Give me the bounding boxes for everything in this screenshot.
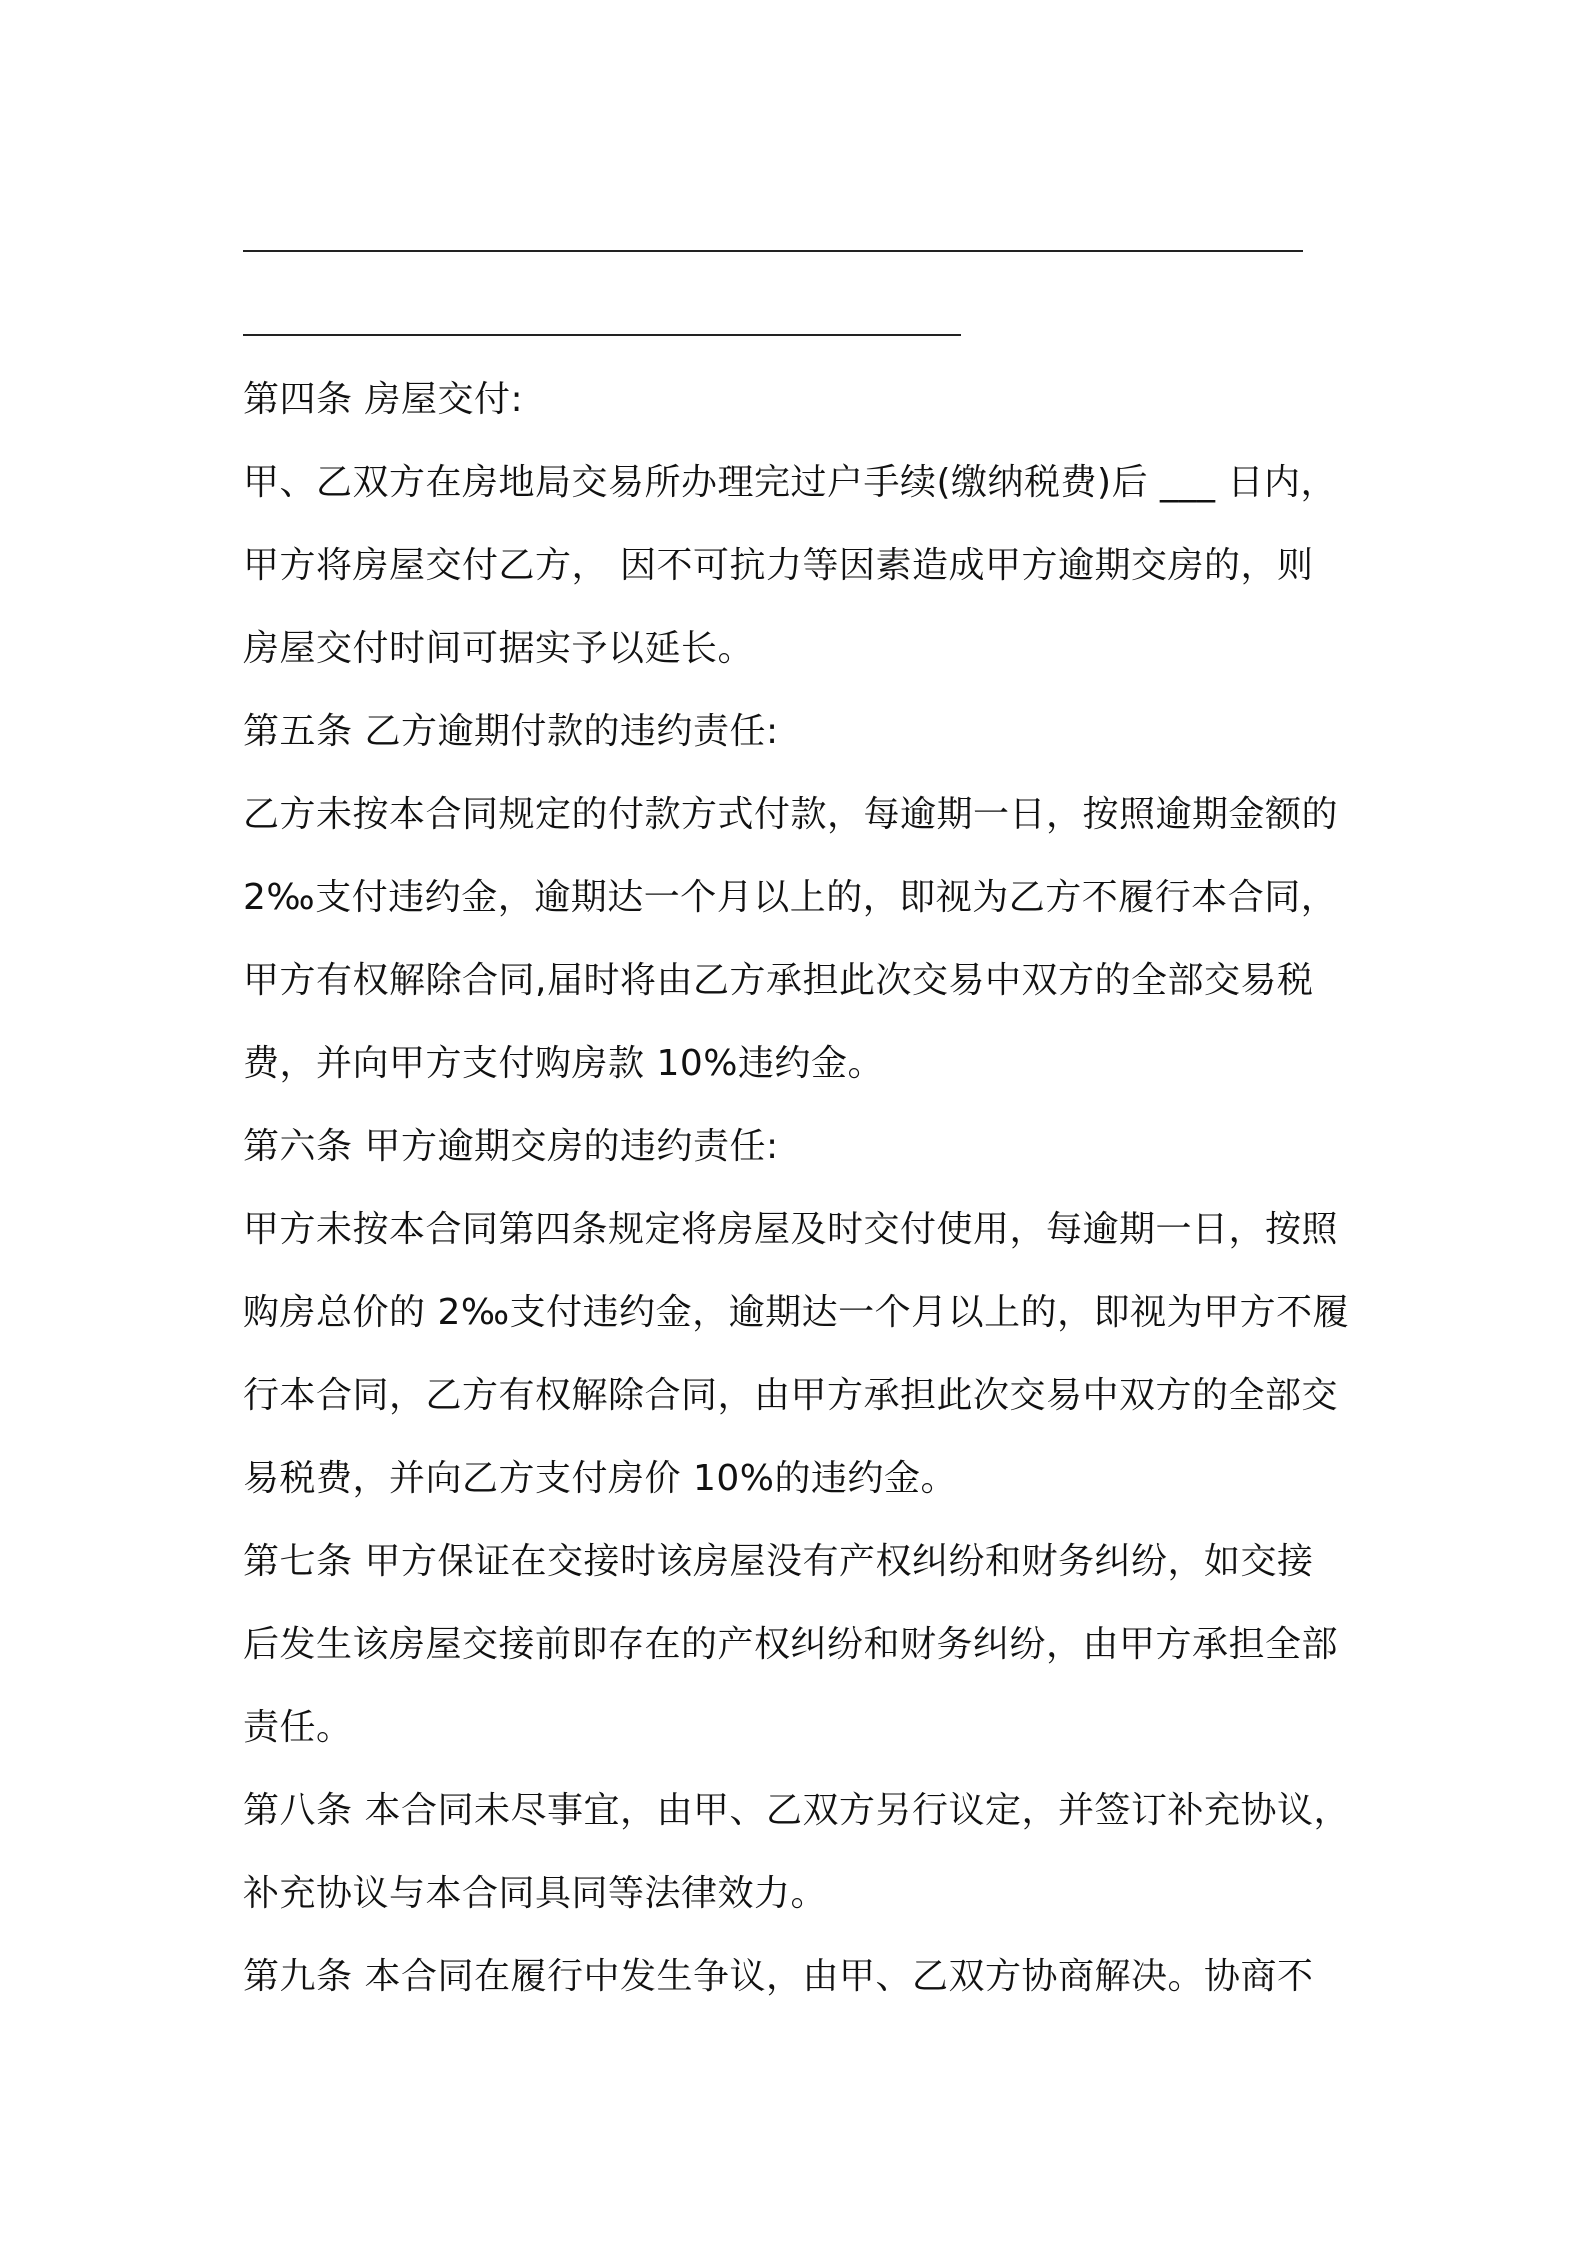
fill-in-blank-line	[243, 334, 961, 336]
article-5-text-line: 费，并向甲方支付购房款 10%违约金。	[243, 1043, 884, 1084]
article-5-heading: 第五条 乙方逾期付款的违约责任:	[243, 711, 779, 752]
article-4-text-line: 甲、乙双方在房地局交易所办理完过户手续(缴纳税费)后 ___ 日内，	[243, 462, 1337, 503]
article-5-text-line: 甲方有权解除合同,届时将由乙方承担此次交易中双方的全部交易税	[243, 960, 1314, 1001]
article-8-text-line: 第八条 本合同未尽事宜，由甲、乙双方另行议定，并签订补充协议，	[243, 1790, 1350, 1831]
article-9-text-line: 第九条 本合同在履行中发生争议，由甲、乙双方协商解决。协商不	[243, 1956, 1314, 1997]
article-7-text-line: 责任。	[243, 1707, 353, 1748]
fill-in-blank-line	[243, 250, 1303, 252]
article-7-text-line: 后发生该房屋交接前即存在的产权纠纷和财务纠纷，由甲方承担全部	[243, 1624, 1339, 1665]
article-6-text-line: 购房总价的 2‰支付违约金，逾期达一个月以上的，即视为甲方不履	[243, 1292, 1350, 1333]
article-5-text-line: 乙方未按本合同规定的付款方式付款，每逾期一日，按照逾期金额的	[243, 794, 1339, 835]
article-8-text-line: 补充协议与本合同具同等法律效力。	[243, 1873, 828, 1914]
article-4-text-line: 房屋交付时间可据实予以延长。	[243, 628, 755, 669]
article-6-text-line: 行本合同，乙方有权解除合同，由甲方承担此次交易中双方的全部交	[243, 1375, 1339, 1416]
article-6-heading: 第六条 甲方逾期交房的违约责任:	[243, 1126, 779, 1167]
contract-body	[243, 358, 1373, 2018]
article-6-text-line: 易税费，并向乙方支付房价 10%的违约金。	[243, 1458, 957, 1499]
article-5-text-line: 2‰支付违约金，逾期达一个月以上的，即视为乙方不履行本合同，	[243, 877, 1338, 918]
article-7-text-line: 第七条 甲方保证在交接时该房屋没有产权纠纷和财务纠纷，如交接	[243, 1541, 1314, 1582]
article-6-text-line: 甲方未按本合同第四条规定将房屋及时交付使用，每逾期一日，按照	[243, 1209, 1339, 1250]
article-4-heading: 第四条 房屋交付:	[243, 379, 524, 420]
article-4-text-line: 甲方将房屋交付乙方， 因不可抗力等因素造成甲方逾期交房的，则	[243, 545, 1314, 586]
